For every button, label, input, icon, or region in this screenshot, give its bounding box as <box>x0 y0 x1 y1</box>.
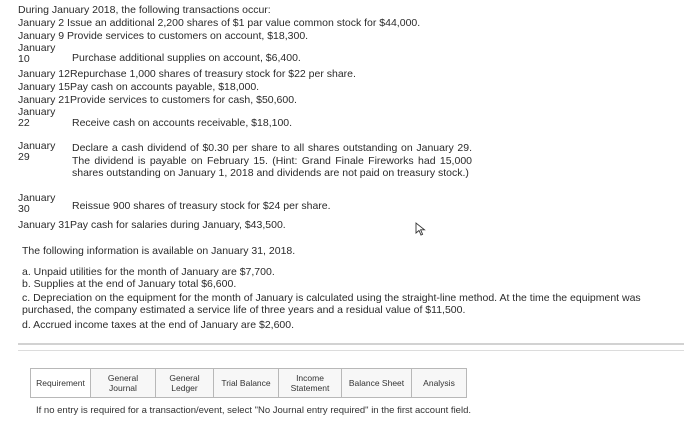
tab-requirement[interactable] <box>30 368 91 398</box>
transaction-jan-30-desc: Reissue 900 shares of treasury stock for $24 per share. <box>72 200 331 212</box>
transaction-jan-29-desc: Declare a cash dividend of $0.30 per share to all shares outstanding on January 29. The dividend is payable on February 15. (Hint: Grand Finale Fireworks had 15,000 shares outstanding on January 1, 2018 and dividends are not paid on treasury stock.) <box>72 142 472 179</box>
transaction-jan-15: January 15Pay cash on accounts payable, $18,000. <box>18 81 260 93</box>
date-day: 29 <box>18 151 30 163</box>
tab-label: Trial Balance <box>221 378 271 388</box>
tab-label: General <box>169 373 200 383</box>
divider <box>18 343 684 345</box>
transaction-date-jan-29 <box>18 141 66 163</box>
tab-general-ledger[interactable] <box>155 368 214 398</box>
date-month: January <box>18 42 56 54</box>
date-day: 22 <box>18 117 30 129</box>
tab-label: Analysis <box>423 378 455 388</box>
info-item-b: b. Supplies at the end of January total $6,600. <box>22 278 237 290</box>
date-day: 10 <box>18 53 30 65</box>
instruction-note: If no entry is required for a transaction/event, select "No Journal entry required" in the first account field. <box>36 405 471 416</box>
transaction-jan-9: January 9 Provide services to customers on account, $18,300. <box>18 30 309 42</box>
info-title: The following information is available on January 31, 2018. <box>22 245 296 257</box>
transaction-jan-22-desc: Receive cash on accounts receivable, $18,100. <box>72 117 293 129</box>
date-month: January <box>18 140 56 152</box>
transaction-jan-21: January 21Provide services to customers for cash, $50,600. <box>18 94 297 106</box>
transaction-jan-10-desc: Purchase additional supplies on account, $6,400. <box>72 52 301 64</box>
tab-label: Requirement <box>36 378 85 388</box>
tab-label: Ledger <box>171 383 198 393</box>
transaction-date-jan-10 <box>18 43 66 65</box>
date-month: January <box>18 192 56 204</box>
tab-general-journal[interactable] <box>90 368 156 398</box>
transaction-jan-2: January 2 Issue an additional 2,200 shares of $1 par value common stock for $44,000. <box>18 17 421 29</box>
info-item-a: a. Unpaid utilities for the month of January are $7,700. <box>22 266 275 278</box>
tab-bar <box>30 368 466 398</box>
date-day: 30 <box>18 203 30 215</box>
tab-label: Statement <box>290 383 330 393</box>
tab-label: General <box>107 373 139 383</box>
transaction-date-jan-22 <box>18 107 66 129</box>
tab-label: Income <box>296 373 324 383</box>
info-item-d: d. Accrued income taxes at the end of January are $2,600. <box>22 319 295 331</box>
transaction-jan-12: January 12Repurchase 1,000 shares of treasury stock for $22 per share. <box>18 68 356 80</box>
divider <box>18 350 684 351</box>
info-item-c: c. Depreciation on the equipment for the month of January is calculated using the straight-line method. At the time the equipment was purchased, the company estimated a service life of three years and a residual value of $11,500. <box>22 292 641 316</box>
tab-income-statement[interactable] <box>278 368 342 398</box>
transaction-date-jan-30 <box>18 193 66 215</box>
tab-analysis[interactable] <box>411 368 467 398</box>
transaction-jan-31: January 31Pay cash for salaries during January, $43,500. <box>18 219 286 231</box>
tab-balance-sheet[interactable] <box>341 368 412 398</box>
problem-intro: During January 2018, the following transactions occur: <box>18 4 271 16</box>
tab-label: Balance Sheet <box>348 378 405 388</box>
mouse-pointer-icon <box>415 222 427 236</box>
tab-label: Journal <box>109 383 137 393</box>
date-month: January <box>18 106 56 118</box>
tab-trial-balance[interactable] <box>213 368 279 398</box>
